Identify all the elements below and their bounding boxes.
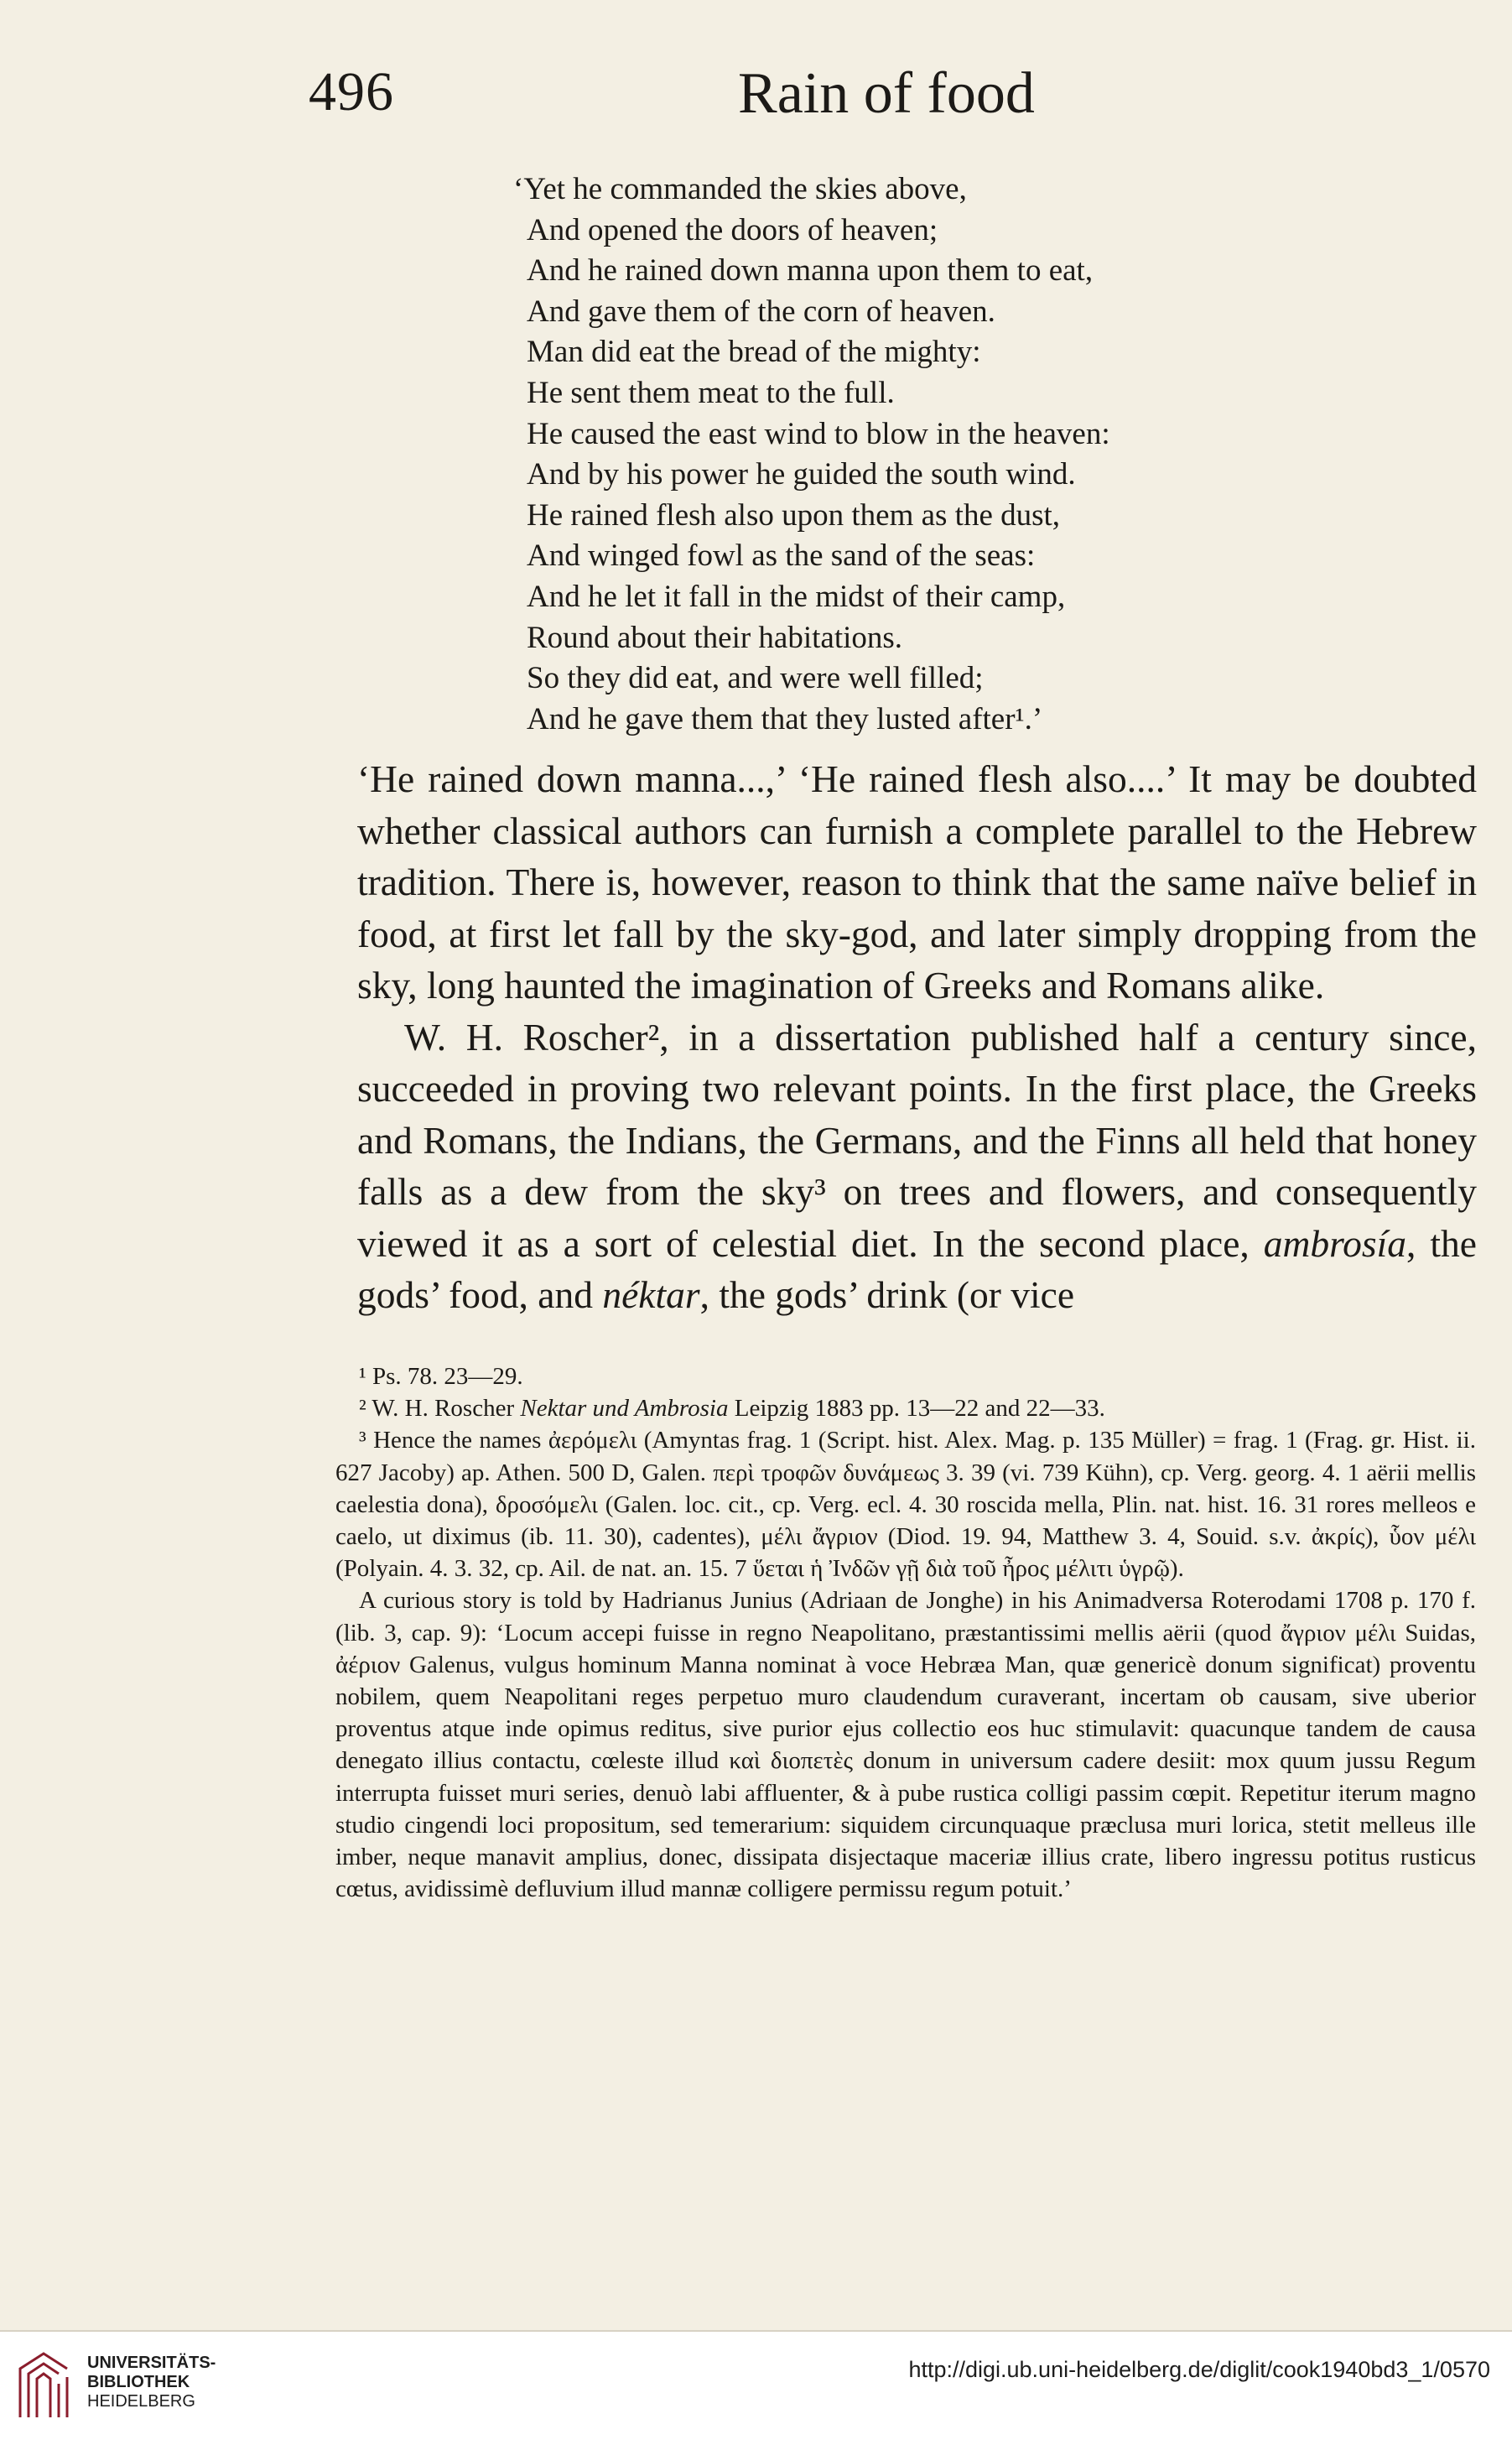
main-text (357, 753, 1477, 1321)
page-number: 496 (309, 61, 394, 122)
library-name-line: BIBLIOTHEK (87, 2373, 190, 2391)
footnote-2 (335, 1392, 1476, 1424)
poem-line: And gave them of the corn of heaven. (527, 294, 995, 329)
library-name (87, 2354, 216, 2411)
psalm-quotation (513, 169, 1281, 740)
term-ambrosia: ambrosía (1263, 1221, 1407, 1265)
running-title: Rain of food (738, 61, 1035, 126)
text-run: , the gods’ food, and (357, 1221, 1477, 1316)
text-run: W. H. Roscher², in a dissertation published half a century since, succeeded in proving two relevant points. In the first place, the Greeks and Romans, the Indians, the Germans, and the Finns all held that honey falls as a dew from the sky³ on trees and flowers, and consequently viewed it as a sort of celestial diet. In the second place, (357, 1015, 1477, 1265)
poem-line: He caused the east wind to blow in the heaven: (527, 416, 1110, 451)
footnote-3: ³ Hence the names ἀερόμελι (Amyntas frag. 1 (Script. hist. Alex. Mag. p. 135 Müller) = frag. 1 (Frag. gr. Hist. ii. 627 Jacoby) ap. Athen. 500 D, Galen. περὶ τροφῶν δυνάμεως 3. 39 (vi. 739 Kühn), cp. Verg. georg. 4. 1 aërii mellis caelestia dona), δροσόμελι (Galen. loc. cit., cp. Verg. ecl. 4. 30 roscida mella, Plin. nat. hist. 16. 31 rores melleos e caelo, ut diximus (ib. 11. 30), cadentes), μέλι ἄγριον (Diod. 19. 94, Matthew 3. 4, Souid. s.v. ἀκρίς), ὗον μέλι (Polyain. 4. 3. 32, cp. Ail. de nat. an. 15. 7 ὕεται ἡ Ἰνδῶν γῇ διὰ τοῦ ἦρος μέλιτι ὑγρῷ). (335, 1427, 1476, 1583)
poem-line: And winged fowl as the sand of the seas: (527, 538, 1036, 574)
poem-line: ‘Yet he commanded the skies above, (513, 172, 967, 206)
source-url-link[interactable]: http://digi.ub.uni-heidelberg.de/diglit/cook1940bd3_1/0570 (908, 2357, 1490, 2382)
paragraph (357, 1012, 1477, 1321)
poem-line: He sent them meat to the full. (527, 375, 895, 410)
footnote-1: ¹ Ps. 78. 23—29. (359, 1363, 523, 1390)
poem-line: And he let it fall in the midst of their camp, (527, 579, 1066, 614)
paragraph: ‘He rained down manna...,’ ‘He rained flesh also....’ It may be doubted whether classical authors can furnish a complete parallel to the Hebrew tradition. There is, however, reason to think that the same naïve belief in food, at first let fall by the sky-god, and later simply dropping from the sky, long haunted the imagination of Greeks and Romans alike. (357, 757, 1477, 1007)
text-run: , the gods’ drink (or vice (699, 1273, 1075, 1316)
text-run: ² W. H. Roscher (359, 1395, 521, 1423)
text-run: Leipzig 1883 pp. 13—22 and 22—33. (728, 1395, 1105, 1423)
university-library-logo-icon (13, 2349, 74, 2421)
footnotes (335, 1360, 1476, 1905)
library-footer (0, 2332, 1512, 2445)
library-name-line: UNIVERSITÄTS- (87, 2354, 216, 2372)
poem-line: He rained flesh also upon them as the dust, (527, 497, 1061, 533)
library-name-line: HEIDELBERG (87, 2392, 195, 2411)
poem-line: Round about their habitations. (527, 620, 903, 655)
poem-line: And by his power he guided the south wind. (527, 457, 1076, 492)
poem-line: And he gave them that they lusted after¹.’ (527, 701, 1043, 736)
poem-line: And he rained down manna upon them to eat, (527, 253, 1094, 289)
poem-line: So they did eat, and were well filled; (527, 661, 984, 696)
poem-line: Man did eat the bread of the mighty: (527, 335, 981, 370)
term-nektar: néktar (602, 1273, 700, 1316)
footnote-paragraph: A curious story is told by Hadrianus Junius (Adriaan de Jonghe) in his Animadversa Roterodami 1708 p. 170 f. (lib. 3, cap. 9): ‘Locum accepi fuisse in regno Neapolitano, præstantissimi mellis aërii (quod ἄγριον μέλι Suidas, ἀέριον Galenus, vulgus hominum Manna nominat à voce Hebræa Man, quæ genericè donum significat) proventu nobilem, quem Neapolitani reges perpetuo muro claudendum curaverant, incertam ob causam, sive uberior proventus atque inde opimus reditus, sive purior ejus collectio eos huc stimulavit: quacunque tandem de causa denegato illius contactu, cœleste illud καὶ διοπετὲς donum in universum cadere desiit: mox quum jussu Regum interrupta fuisset muri series, denuò labi affluenter, & à pube rustica colligi passim cœpit. Repetitur iterum magno studio cingendi loci propositum, sed temerarium: siquidem circunquaque præclusa muri lorica, stetit melleus ille imber, neque manavit amplius, donec, dissipata disjectaque maceriæ illius crate, libero ingressu potitus rusticus cœtus, avidissimè defluvium illud mannæ colligere permissu regum potuit.’ (335, 1587, 1476, 1903)
poem-line: And opened the doors of heaven; (527, 212, 938, 247)
book-title: Nektar und Ambrosia (520, 1395, 729, 1423)
running-header (309, 60, 1256, 136)
